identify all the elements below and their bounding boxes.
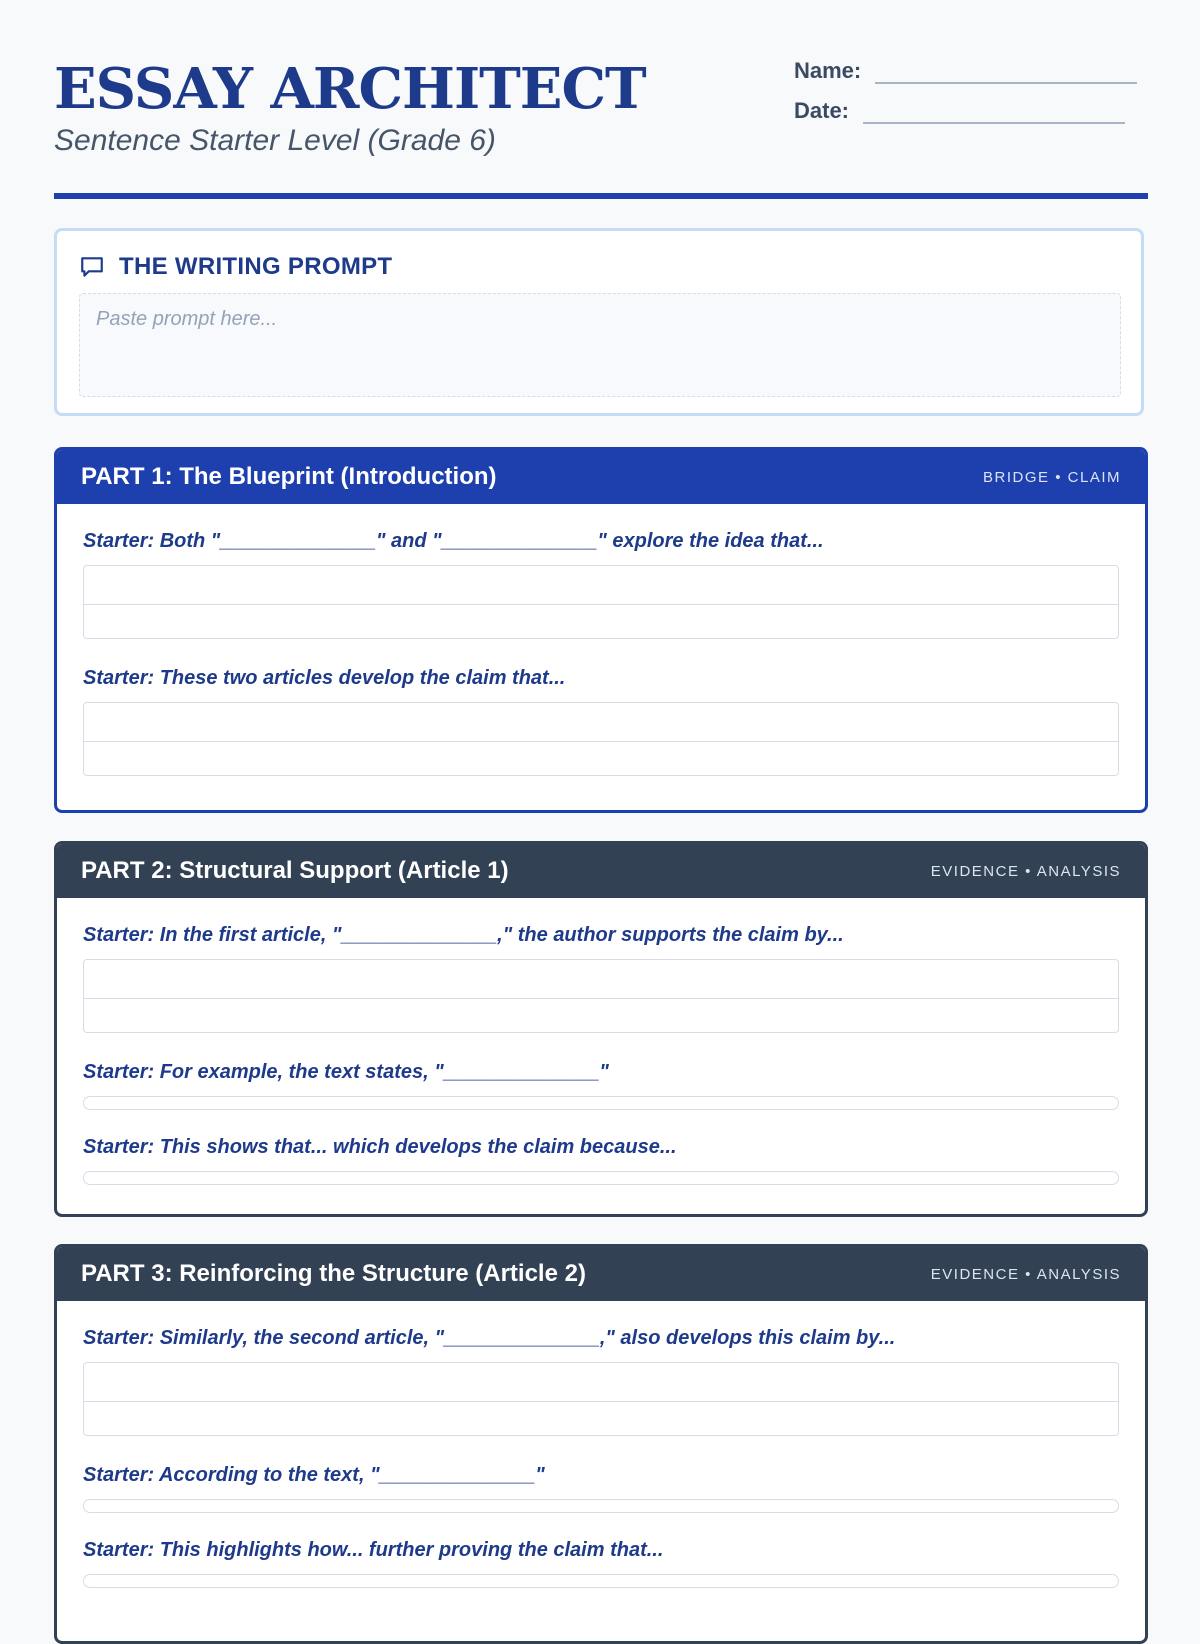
name-field[interactable] — [875, 56, 1137, 84]
part1-header — [57, 450, 1145, 504]
starter-text: Starter: According to the text, "______________" — [83, 1464, 545, 1486]
name-row — [794, 56, 1137, 84]
starter-text: Starter: Both "______________" and "______________" explore the idea that... — [83, 530, 824, 552]
part2-title: PART 2: Structural Support (Article 1) — [81, 857, 509, 884]
starter-text: Starter: In the first article, "______________," the author supports the claim by... — [83, 924, 844, 946]
date-field[interactable] — [863, 96, 1125, 124]
answer-lines[interactable] — [83, 959, 1119, 1033]
answer-line[interactable] — [83, 1171, 1119, 1185]
starter-text: Starter: Similarly, the second article, "______________," also develops this claim by... — [83, 1327, 896, 1349]
prompt-heading — [79, 253, 392, 281]
starter-text: Starter: These two articles develop the claim that... — [83, 667, 566, 689]
part1-tag: BRIDGE • CLAIM — [983, 468, 1121, 486]
part1-title: PART 1: The Blueprint (Introduction) — [81, 463, 497, 490]
starter-text: Starter: For example, the text states, "______________" — [83, 1061, 609, 1083]
answer-lines[interactable] — [83, 702, 1119, 776]
part3-tag: EVIDENCE • ANALYSIS — [930, 1265, 1121, 1283]
part2-section — [54, 841, 1148, 1217]
date-row — [794, 96, 1125, 124]
starter-text: Starter: This highlights how... further proving the claim that... — [83, 1539, 664, 1561]
answer-line[interactable] — [83, 1574, 1119, 1588]
part3-section — [54, 1244, 1148, 1644]
worksheet — [54, 0, 1148, 1561]
answer-lines[interactable] — [83, 565, 1119, 639]
prompt-title: THE WRITING PROMPT — [119, 253, 393, 280]
part2-tag: EVIDENCE • ANALYSIS — [930, 862, 1121, 880]
header-divider — [54, 193, 1148, 199]
name-label: Name: — [794, 58, 862, 83]
answer-lines[interactable] — [83, 1362, 1119, 1436]
page-title: ESSAY ARCHITECT — [54, 56, 646, 122]
starter-text: Starter: This shows that... which develops the claim because... — [83, 1136, 677, 1158]
page-subtitle: Sentence Starter Level (Grade 6) — [54, 124, 496, 157]
answer-line[interactable] — [83, 1499, 1119, 1513]
date-label: Date: — [794, 98, 850, 123]
answer-line[interactable] — [83, 1096, 1119, 1110]
header — [54, 0, 1148, 200]
prompt-input[interactable]: Paste prompt here... — [79, 293, 1121, 397]
chat-bubble-icon — [79, 254, 105, 280]
part3-title: PART 3: Reinforcing the Structure (Article 2) — [81, 1260, 586, 1287]
part3-header — [57, 1247, 1145, 1301]
part2-header — [57, 844, 1145, 898]
writing-prompt-box — [54, 228, 1144, 416]
part1-section — [54, 447, 1148, 813]
